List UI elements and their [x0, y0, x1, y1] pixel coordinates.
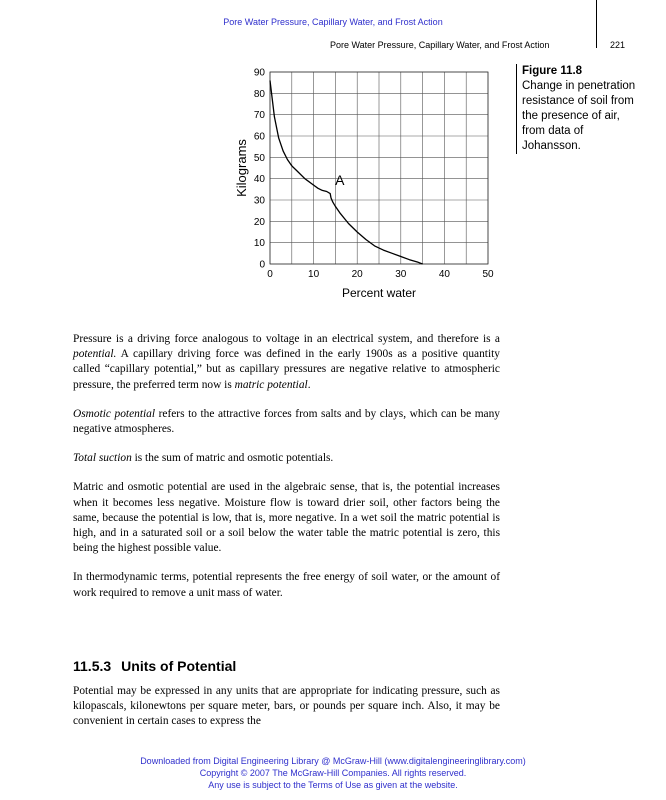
y-tick-label: 60 — [253, 131, 265, 143]
x-tick-label: 30 — [395, 269, 407, 280]
paragraph-total-suction: Total suction is the sum of matric and osmotic potentials. — [73, 452, 334, 465]
y-tick-label: 10 — [253, 238, 265, 250]
book-title-header: Pore Water Pressure, Capillary Water, and Frost Action — [223, 17, 443, 27]
paragraph-algebraic-sense: Matric and osmotic potential are used in the algebraic sense, that is, the potential increases when it becomes less negative. Moisture flow is toward drier soil, other factors being the same, because the potential is low, that is, more negative. In a wet soil the matric potential is high, and in a saturated soil or a soil below the water table the matric potential is zero, this being the highest possible value. — [73, 481, 500, 555]
y-tick-label: 80 — [253, 88, 265, 100]
footer-download-line: Downloaded from Digital Engineering Library @ McGraw-Hill (www.digitalengineeringlibrary.com) — [140, 756, 526, 766]
y-tick-label: 0 — [259, 259, 265, 271]
annotation-label: A — [335, 172, 345, 189]
y-tick-label: 90 — [253, 67, 265, 79]
x-axis-label: Percent water — [341, 286, 417, 300]
page-footer — [0, 755, 666, 791]
y-tick-label: 20 — [253, 216, 265, 228]
penetration-resistance-chart — [228, 60, 508, 310]
term-osmotic-potential: Osmotic potential — [73, 407, 156, 420]
y-tick-label: 70 — [253, 110, 265, 122]
term-potential: potential. — [73, 348, 117, 361]
paragraph-potential: Pressure is a driving force analogous to voltage in an electrical system, and therefore is a potential. A capillary driving force was defined in the early 1900s as a positive quantity called “capillary potential,” but as capillary pressures are negative relative to atmospheric pressure, the preferred term now is matric potential. — [73, 333, 500, 391]
y-axis-label: Kilograms — [234, 139, 249, 197]
body-text-top — [73, 332, 500, 615]
figure-caption-text: Change in penetration resistance of soil from the presence of air, from data of Johansson. — [522, 80, 636, 152]
paragraph-units: Potential may be expressed in any units that are appropriate for indicating pressure, such as kilopascals, kilonewtons per square meter, bars, or pounds per square inch. Also, it may be convenient in certain cases to express the — [73, 685, 500, 728]
x-tick-label: 50 — [482, 269, 494, 280]
y-tick-label: 30 — [253, 195, 265, 207]
y-tick-label: 50 — [253, 152, 265, 164]
section-title: Units of Potential — [121, 658, 237, 674]
term-total-suction: Total suction — [73, 452, 132, 465]
header-rule — [596, 0, 597, 48]
series-line — [270, 81, 423, 265]
x-tick-label: 0 — [267, 269, 273, 280]
term-matric-potential: matric potential — [234, 378, 308, 391]
x-tick-label: 10 — [308, 269, 320, 280]
paragraph-thermodynamic: In thermodynamic terms, potential represents the free energy of soil water, or the amount of work required to remove a unit mass of water. — [73, 571, 500, 599]
section-heading — [73, 658, 236, 674]
body-text-bottom — [73, 684, 500, 744]
x-tick-label: 20 — [351, 269, 363, 280]
figure-label: Figure 11.8 — [522, 65, 583, 77]
page-number: 221 — [610, 40, 626, 50]
x-tick-label: 40 — [438, 269, 450, 280]
y-tick-label: 40 — [253, 174, 265, 186]
running-head: Pore Water Pressure, Capillary Water, and Frost Action — [330, 40, 550, 50]
paragraph-osmotic: Osmotic potential refers to the attractive forces from salts and by clays, which can be many negative atmospheres. — [73, 407, 500, 436]
figure-caption — [516, 64, 642, 154]
section-number: 11.5.3 — [73, 658, 112, 674]
footer-copyright-line: Copyright © 2007 The McGraw-Hill Companies. All rights reserved. — [199, 768, 467, 778]
footer-terms-line: Any use is subject to the Terms of Use as given at the website. — [208, 780, 458, 790]
